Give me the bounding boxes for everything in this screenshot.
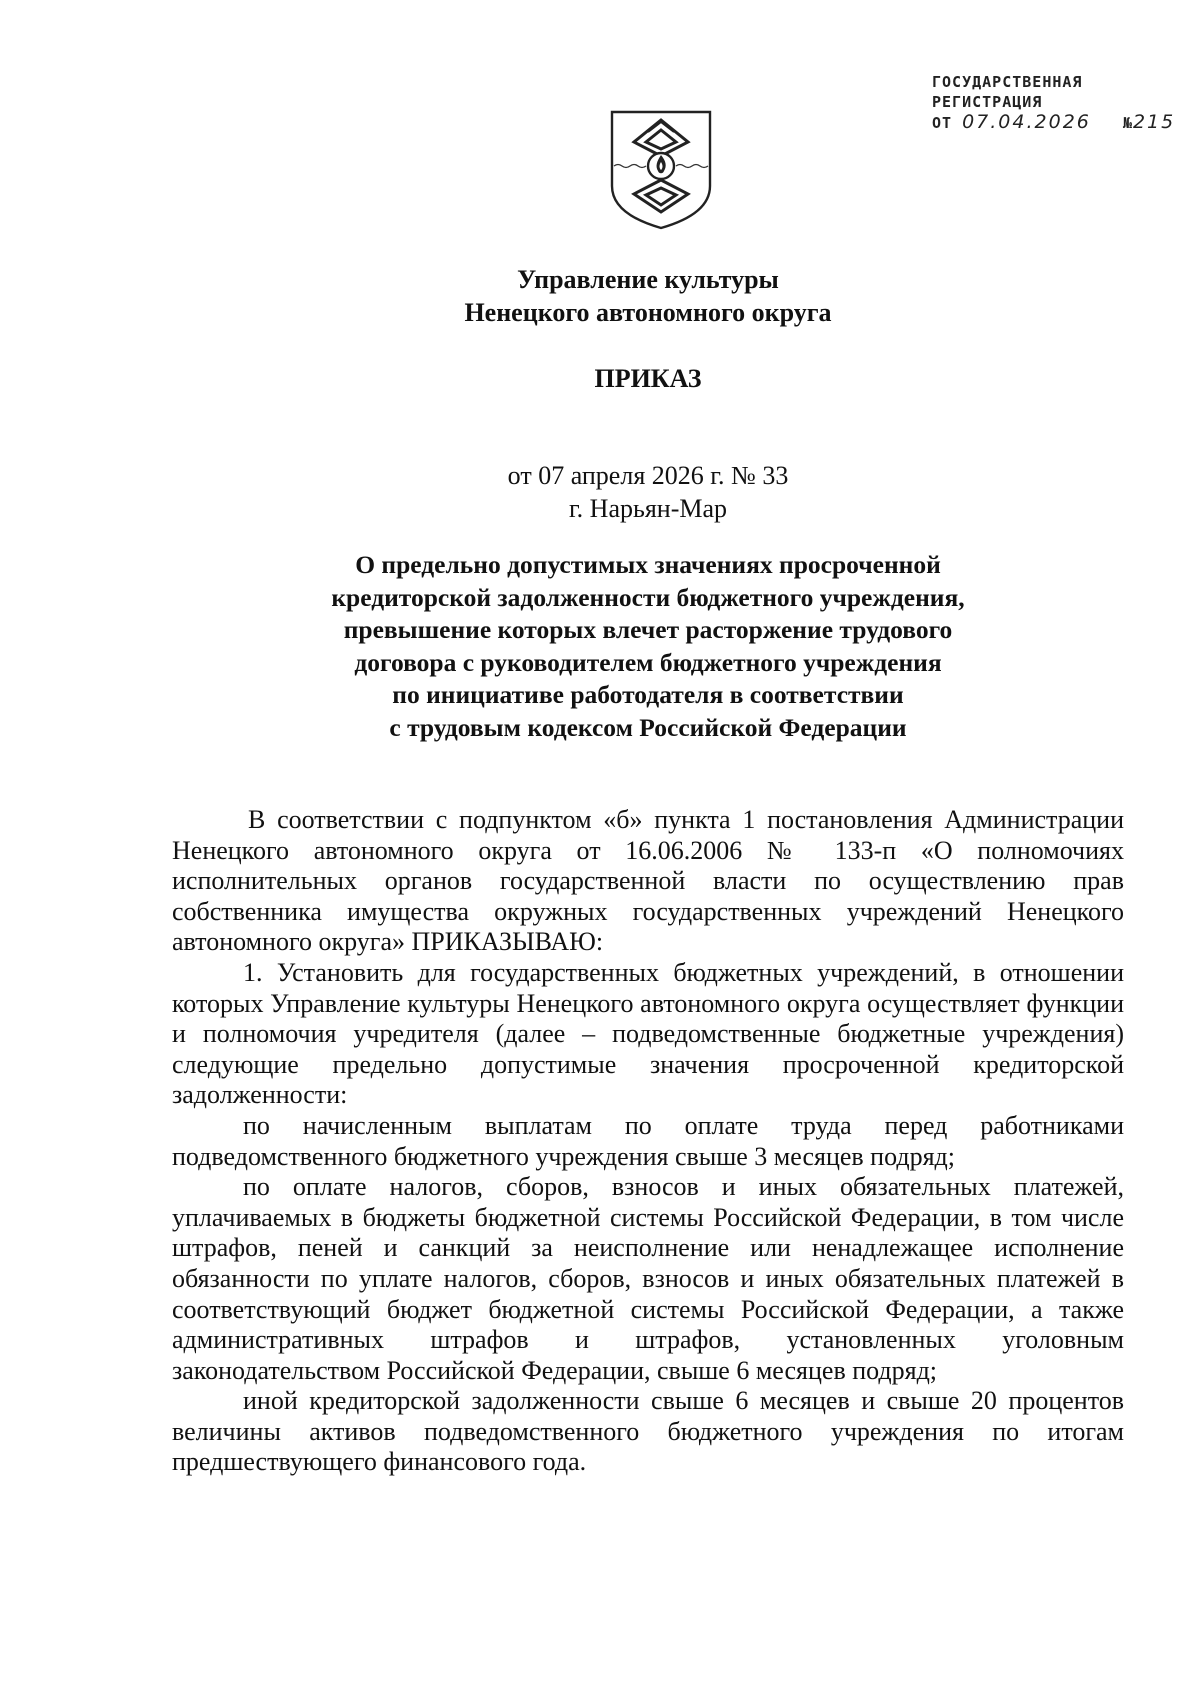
subject-line: договора с руководителем бюджетного учреждения bbox=[354, 647, 942, 677]
organization-name bbox=[172, 263, 1124, 329]
body-paragraph-other-debt: иной кредиторской задолженности свыше 6 месяцев и свыше 20 процентов величины активов подведомственного бюджетного учреждения по итогам предшествующего финансового года. bbox=[172, 1386, 1124, 1477]
registration-stamp bbox=[932, 72, 1176, 133]
body-paragraph-taxes: по оплате налогов, сборов, взносов и иных обязательных платежей, уплачиваемых в бюджеты бюджетной системы Российской Федерации, в том числе штрафов, пеней и санкций за неисполнение или ненадлежащее исполнение обязанности по уплате налогов, сборов, взносов и иных обязательных платежей в соответствующий бюджет бюджетной системы Российской Федерации, а также административных штрафов и штрафов, установленных уголовным законодательством Российской Федерации, свыше 6 месяцев подряд; bbox=[172, 1172, 1124, 1385]
document-type-title: ПРИКАЗ bbox=[594, 364, 702, 393]
body-paragraph-preamble: В соответствии с подпунктом «б» пункта 1 постановления Администрации Ненецкого автономного округа от 16.06.2006 № 133-п «О полномочиях исполнительных органов государственной власти по осуществлению прав собственника имущества окружных государственных учреждений Ненецкого автономного округа» ПРИКАЗЫВАЮ: bbox=[172, 805, 1124, 957]
subject-line: О предельно допустимых значениях просроченной bbox=[355, 550, 941, 579]
organization-line-2: Ненецкого автономного округа bbox=[464, 298, 832, 327]
date-and-place bbox=[172, 459, 1124, 525]
subject-line: превышение которых влечет расторжение трудового bbox=[343, 615, 953, 644]
stamp-line-2: РЕГИСТРАЦИЯ bbox=[932, 93, 1043, 111]
document-city: г. Нарьян-Мар bbox=[568, 494, 728, 523]
coat-of-arms-emblem bbox=[608, 108, 714, 232]
body-paragraph-item-1: 1. Установить для государственных бюджетных учреждений, в отношении которых Управление культуры Ненецкого автономного округа осуществляет функции и полномочия учредителя (далее – подведомственные бюджетные учреждения) следующие предельно допустимые значения просроченной кредиторской задолженности: bbox=[172, 957, 1124, 1110]
stamp-prefix: ОТ bbox=[932, 114, 953, 132]
subject-line: кредиторской задолженности бюджетного учреждения, bbox=[331, 582, 965, 612]
document-subject bbox=[172, 549, 1124, 744]
stamp-number-sign: № bbox=[1122, 114, 1133, 132]
stamp-line-3 bbox=[932, 111, 1176, 133]
stamp-number: 215 bbox=[1132, 111, 1176, 133]
stamp-line-1: ГОСУДАРСТВЕННАЯ bbox=[932, 73, 1083, 91]
subject-line: по инициативе работодателя в соответствии bbox=[392, 680, 904, 709]
organization-line-1: Управление культуры bbox=[517, 265, 779, 294]
subject-line: с трудовым кодексом Российской Федерации bbox=[389, 712, 907, 742]
body-paragraph-wages: по начисленным выплатам по оплате труда перед работниками подведомственного бюджетного учреждения свыше 3 месяцев подряд; bbox=[172, 1110, 1124, 1171]
stamp-date: 07.04.2026 bbox=[962, 111, 1091, 133]
document-date-number: от 07 апреля 2026 г. № 33 bbox=[507, 461, 789, 490]
document-body bbox=[172, 805, 1124, 1478]
